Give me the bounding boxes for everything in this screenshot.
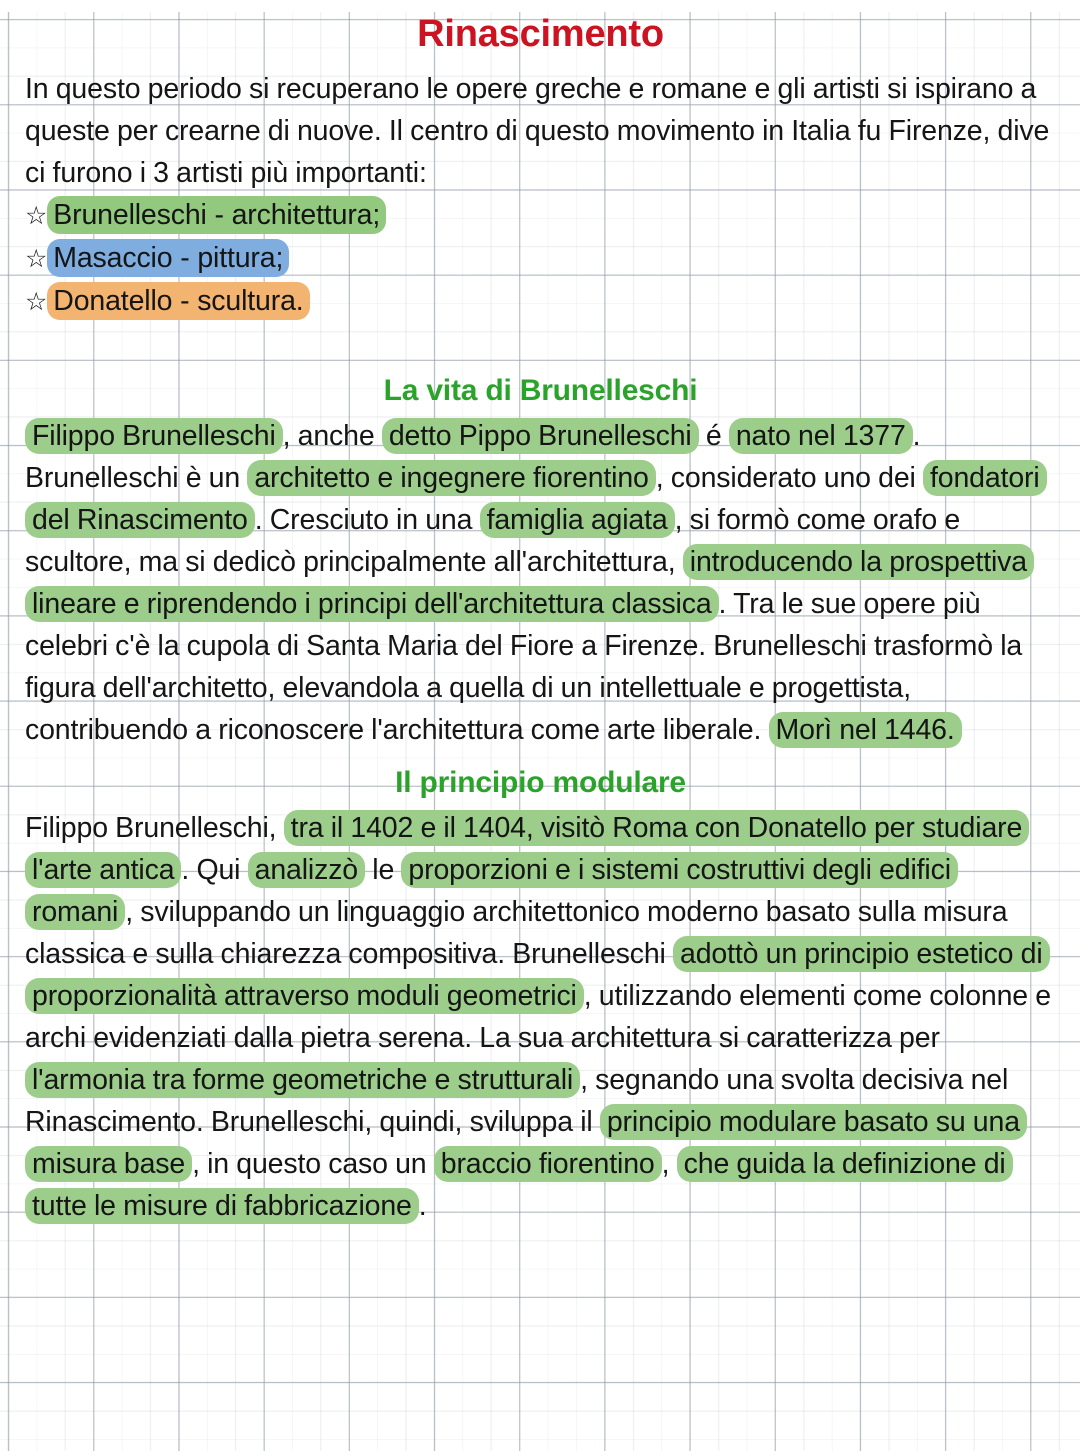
highlighted-text: introducendo la prospettiva lineare e riprendendo i principi dell'architettura classica (25, 544, 1034, 622)
page-content (0, 12, 1080, 1227)
highlighted-text: adottò un principio estetico di proporzionalità attraverso moduli geometrici (25, 936, 1050, 1014)
highlighted-text: detto Pippo Brunelleschi (382, 418, 699, 454)
artist-list (25, 194, 1056, 323)
highlighted-text: architetto e ingegnere fiorentino (247, 460, 655, 496)
list-item-label: Donatello - scultura. (47, 282, 309, 320)
highlighted-text: braccio fiorentino (434, 1146, 662, 1182)
star-icon: ☆ (25, 288, 48, 316)
highlighted-text: proporzioni e i sistemi costruttivi degli edifici romani (25, 852, 958, 930)
modulare-paragraph: Filippo Brunelleschi, tra il 1402 e il 1404, visitò Roma con Donatello per studiare l'arte antica . Qui analizzò le proporzioni e i sistemi costruttivi degli edifici romani , sviluppando un linguaggio architettonico moderno basato sulla misura classica e sulla chiarezza compositiva. Brunelleschi adottò un principio estetico di proporzionalità attraverso moduli geometrici , utilizzando elementi come colonne e archi evidenziati dalla pietra serena. La sua architettura si caratterizza per l'armonia tra forme geometriche e strutturali , segnando una svolta decisiva nel Rinascimento. Brunelleschi, quindi, sviluppa il principio modulare basato su una misura base , in questo caso un braccio fiorentino , che guida la definizione di tutte le misure di fabbricazione . (25, 812, 1051, 1222)
highlighted-text: principio modulare basato su una misura base (25, 1104, 1027, 1182)
section-heading-vita: La vita di Brunelleschi (383, 374, 698, 407)
star-icon: ☆ (25, 202, 48, 230)
list-item-label: Masaccio - pittura; (47, 239, 289, 277)
highlighted-text: l'armonia tra forme geometriche e strutturali (25, 1062, 580, 1098)
section-heading-modulare: Il principio modulare (395, 766, 686, 799)
list-item-label: Brunelleschi - architettura; (47, 196, 386, 234)
star-icon: ☆ (25, 245, 48, 273)
list-item (25, 280, 1056, 323)
list-item (25, 194, 1056, 237)
page-title: Rinascimento (417, 13, 664, 55)
intro-paragraph: In questo periodo si recuperano le opere greche e romane e gli artisti si ispirano a queste per crearne di nuove. Il centro di questo movimento in Italia fu Firenze, dive ci furono i 3 artisti più importanti: (25, 73, 1050, 189)
highlighted-text: famiglia agiata (480, 502, 675, 538)
highlighted-text: tra il 1402 e il 1404, visitò Roma con Donatello per studiare l'arte antica (25, 810, 1029, 888)
highlighted-text: nato nel 1377 (729, 418, 913, 454)
highlighted-text: Filippo Brunelleschi (25, 418, 283, 454)
notebook-page (0, 12, 1080, 1451)
highlighted-text: analizzò (248, 852, 365, 888)
vita-paragraph: Filippo Brunelleschi , anche detto Pippo Brunelleschi é nato nel 1377 . Brunelleschi è un architetto e ingegnere fiorentino , considerato uno dei fondatori del Rinascimento . Cresciuto in una famiglia agiata , si formò come orafo e scultore, ma si dedicò principalmente all'architettura, introducendo la prospettiva lineare e riprendendo i principi dell'architettura classica . Tra le sue opere più celebri c'è la cupola di Santa Maria del Fiore a Firenze. Brunelleschi trasformò la figura dell'architetto, elevandola a quella di un intellettuale e progettista, contribuendo a riconoscere l'architettura come arte liberale. Morì nel 1446. (25, 415, 1056, 751)
list-item (25, 237, 1056, 280)
highlighted-text: che guida la definizione di tutte le misure di fabbricazione (25, 1146, 1013, 1224)
highlighted-text: Morì nel 1446. (769, 712, 962, 748)
highlighted-text: fondatori del Rinascimento (25, 460, 1047, 538)
